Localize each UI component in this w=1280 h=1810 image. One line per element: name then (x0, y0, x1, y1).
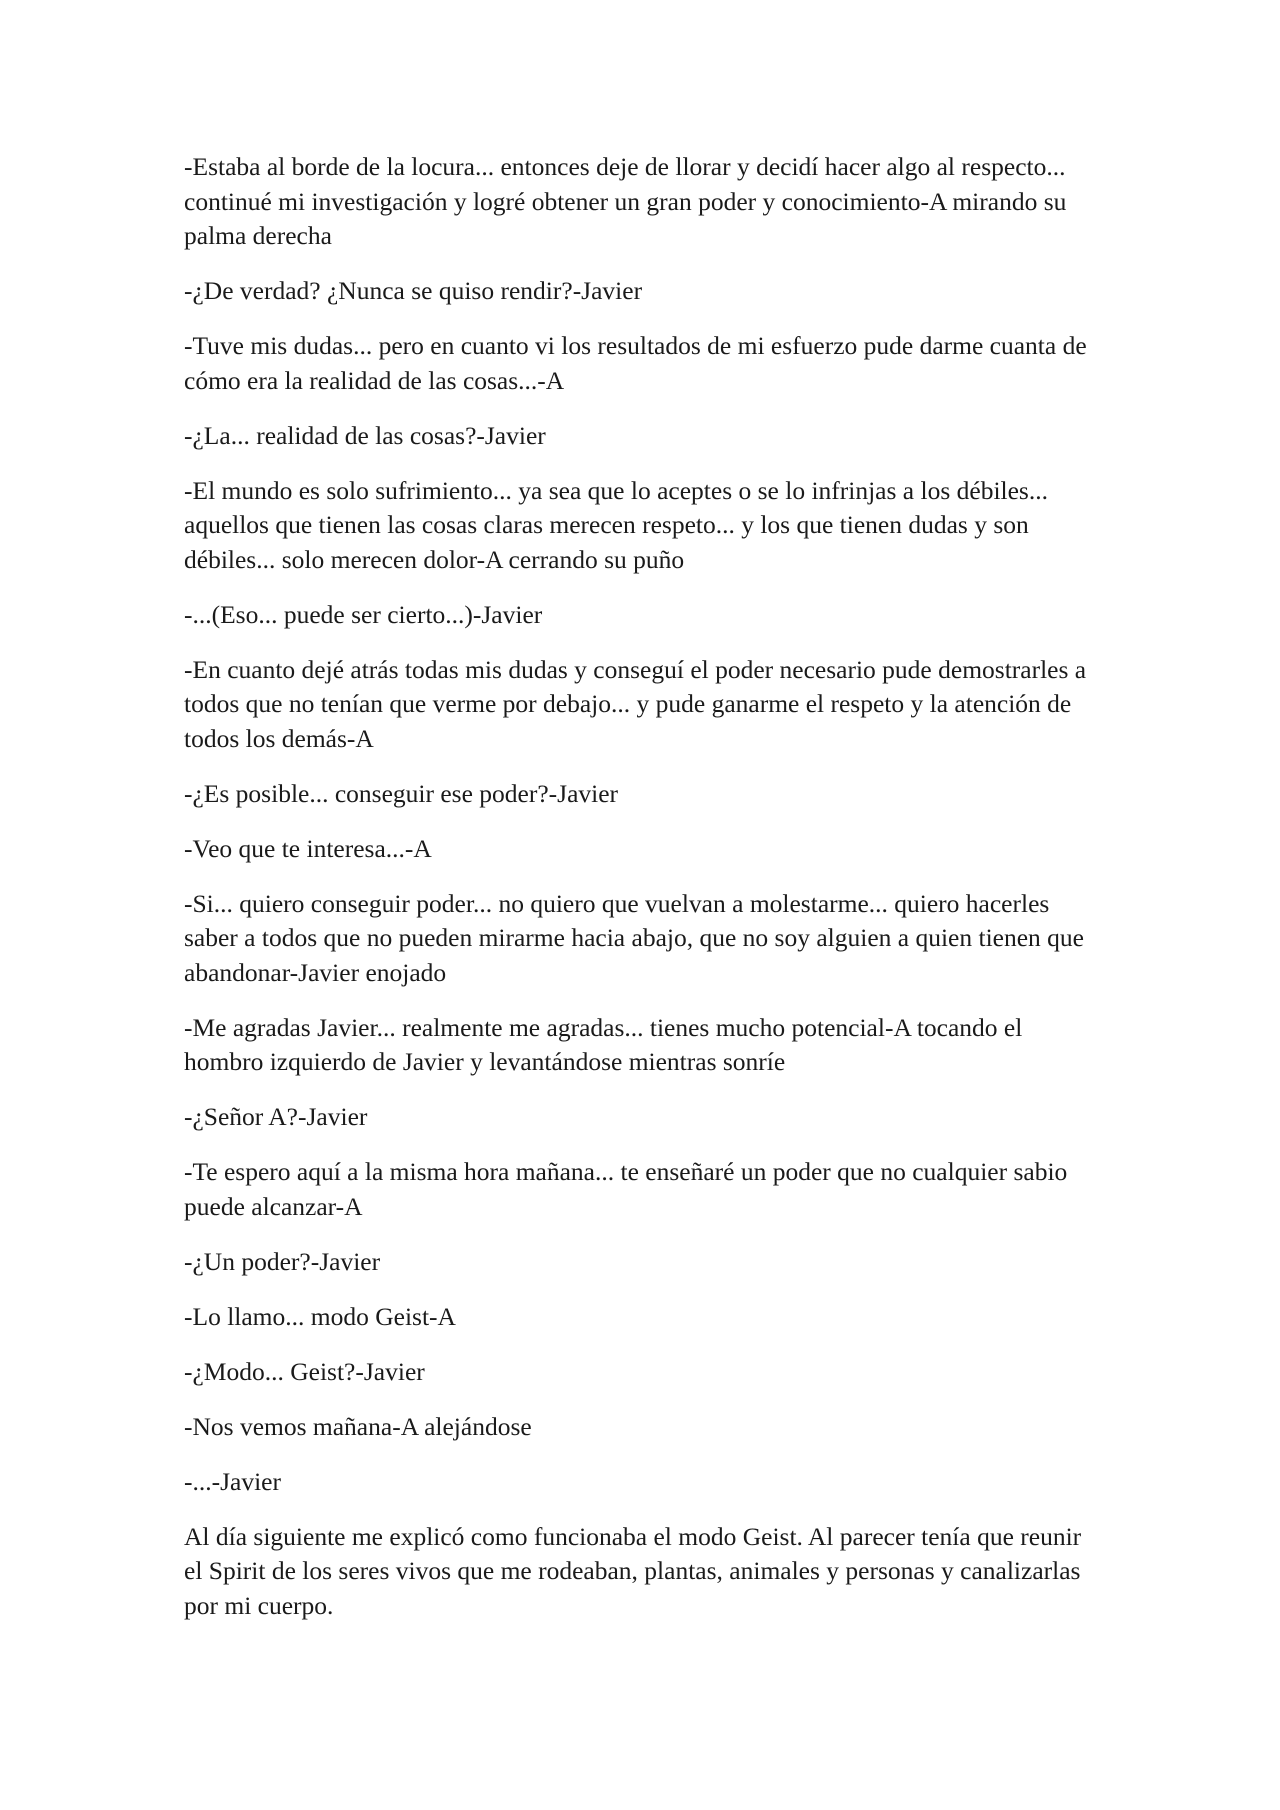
paragraph: -¿Un poder?-Javier (184, 1246, 381, 1276)
paragraph: -Estaba al borde de la locura... entonces deje de llorar y decidí hacer algo al respecto... continué mi investigación y logré obtener un gran poder y conocimiento-A mirando su palma derecha (184, 152, 1067, 250)
paragraph: -¿La... realidad de las cosas?-Javier (184, 420, 546, 450)
paragraph: -Tuve mis dudas... pero en cuanto vi los resultados de mi esfuerzo pude darme cuanta de cómo era la realidad de las cosas...-A (184, 331, 1087, 395)
paragraph: -En cuanto dejé atrás todas mis dudas y conseguí el poder necesario pude demostrarles a todos que no tenían que verme por debajo... y pude ganarme el respeto y la atención de todos los demás-A (184, 654, 1087, 753)
paragraph: -Si... quiero conseguir poder... no quiero que vuelvan a molestarme... quiero hacerles saber a todos que no pueden mirarme hacia abajo, que no soy alguien a quien tienen que abandonar-Javier enojado (184, 888, 1084, 987)
paragraph: -Nos vemos mañana-A alejándose (184, 1411, 532, 1441)
paragraph: -Lo llamo... modo Geist-A (184, 1301, 456, 1331)
paragraph: -El mundo es solo sufrimiento... ya sea que lo aceptes o se lo infrinjas a los débiles... aquellos que tienen las cosas claras merecen respeto... y los que tienen dudas y son débiles... solo merecen dolor-A cerrando su puño (184, 475, 1048, 574)
paragraph: -¿De verdad? ¿Nunca se quiso rendir?-Javier (184, 276, 643, 305)
paragraph: -Veo que te interesa...-A (184, 833, 432, 863)
paragraph: Al día siguiente me explicó como funcionaba el modo Geist. Al parecer tenía que reunir el Spirit de los seres vivos que me rodeaban, plantas, animales y personas y canalizarlas por mi cuerpo. (184, 1521, 1082, 1620)
paragraph: -Me agradas Javier... realmente me agradas... tienes mucho potencial-A tocando el hombro izquierdo de Javier y levantándose mientras sonríe (184, 1012, 1023, 1076)
paragraph: -...(Eso... puede ser cierto...)-Javier (184, 599, 543, 629)
paragraph: -Te espero aquí a la misma hora mañana... te enseñaré un poder que no cualquier sabio puede alcanzar-A (184, 1157, 1068, 1221)
paragraph: -¿Modo... Geist?-Javier (184, 1356, 425, 1386)
paragraph: -¿Es posible... conseguir ese poder?-Javier (184, 778, 619, 808)
document-body (184, 150, 1104, 1644)
paragraph: -...-Javier (184, 1466, 281, 1496)
paragraph: -¿Señor A?-Javier (184, 1102, 368, 1131)
